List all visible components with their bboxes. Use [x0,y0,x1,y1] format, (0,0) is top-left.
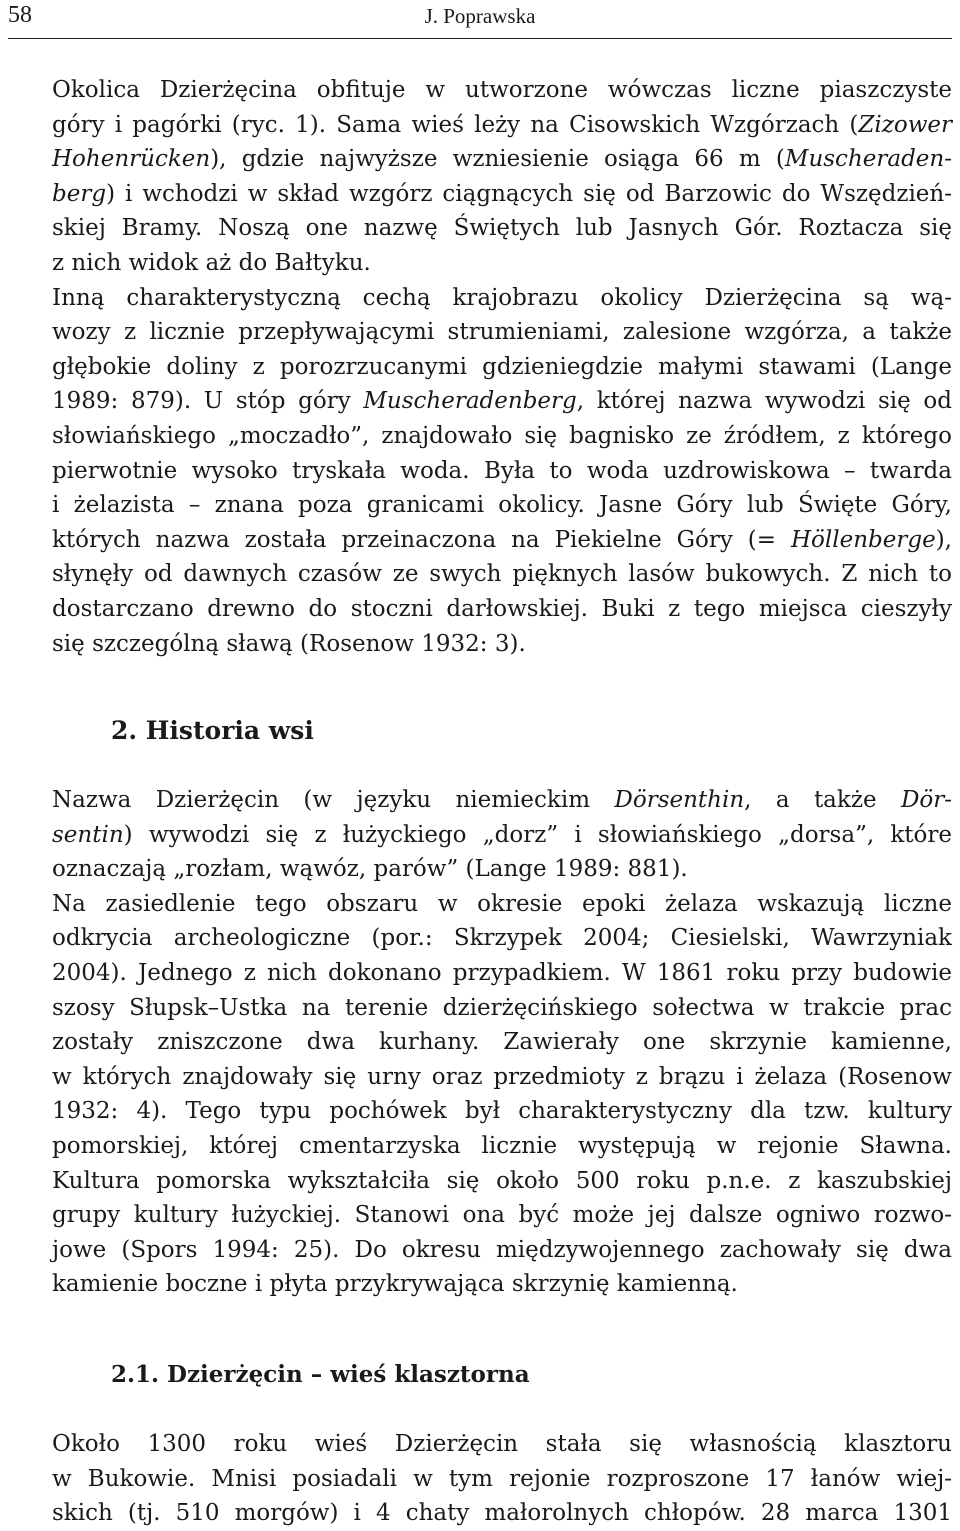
paragraph-monastery [8,1427,952,1531]
text-line: zostały zniszczone dwa kurhany. Zawierały one skrzynie kamienne, [52,1029,952,1056]
text-line: 1932: 4). Tego typu pochówek był charakterystyczny dla tzw. kultury [52,1098,952,1125]
text-line: których nazwa została przeinaczona na Piekielne Góry (= Höllenberge), [52,526,952,553]
text-line: głębokie doliny z porozrzucanymi gdzieniegdzie małymi stawami (Lange [52,353,952,380]
text-line: kamienie boczne i płyta przykrywająca skrzynię kamienną. [52,1271,738,1298]
text-line: w Bukowie. Mnisi posiadali w tym rejonie rozproszone 17 łanów wiej- [52,1465,952,1492]
text-line: i żelazista – znana poza granicami okolicy. Jasne Góry lub Święte Góry, [52,492,952,519]
paragraph-landscape [8,73,952,281]
section-heading-history: 2. Historia wsi [111,716,314,746]
text-line: słowiańskiego „moczadło”, znajdowało się bagnisko ze źródłem, z którego [52,422,952,449]
text-line: słynęły od dawnych czasów ze swych pięknych lasów bukowych. Z nich to [52,561,952,588]
text-line: jowe (Spors 1994: 25). Do okresu międzywojennego zachowały się dwa [52,1236,952,1263]
text-line: skich (tj. 510 morgów) i 4 chaty małorolnych chłopów. 28 marca 1301 [52,1500,952,1527]
text-line: skiej Bramy. Noszą one nazwę Świętych lub Jasnych Gór. Roztacza się [52,215,952,242]
text-line: w których znajdowały się urny oraz przedmioty z brązu i żelaza (Rosenow [52,1063,952,1090]
text-line: szosy Słupsk–Ustka na terenie dzierżęcińskiego sołectwa w trakcie prac [52,994,952,1021]
document-page [8,0,952,1531]
text-line: Hohenrücken), gdzie najwyższe wzniesienie osiąga 66 m (Muscheraden- [52,146,952,173]
paragraph-name-origin [8,783,952,887]
text-line: Na zasiedlenie tego obszaru w okresie epoki żelaza wskazują liczne [52,890,952,917]
text-line: 1989: 879). U stóp góry Muscheradenberg, której nazwa wywodzi się od [52,388,952,415]
page-header [8,0,952,39]
text-line: sentin) wywodzi się z łużyckiego „dorz” i słowiańskiego „dorsa”, które [52,821,952,848]
text-line: berg) i wchodzi w skład wzgórz ciągnących się od Barzowic do Wszędzień- [52,180,952,207]
text-line: pomorskiej, której cmentarzyska licznie występują w rejonie Sławna. [52,1133,952,1160]
text-line: grupy kultury łużyckiej. Stanowi ona być może jej dalsze ogniwo rozwo- [52,1202,952,1229]
text-line: z nich widok aż do Bałtyku. [52,249,371,276]
running-head: J. Poprawska [424,4,536,28]
page-number: 58 [8,2,32,28]
text-line: 2004). Jednego z nich dokonano przypadkiem. W 1861 roku przy budowie [52,960,952,987]
text-line: pierwotnie wysoko tryskała woda. Była to woda uzdrowiskowa – twarda [52,457,952,484]
text-line: się szczególną sławą (Rosenow 1932: 3). [52,630,526,657]
paragraph-archaeology [8,887,952,1302]
text-line: Kultura pomorska wykształciła się około 500 roku p.n.e. z kaszubskiej [52,1167,952,1194]
paragraph-ravines [8,281,952,662]
text-line: Około 1300 roku wieś Dzierżęcin stała się własnością klasztoru [52,1431,952,1457]
text-line: Inną charakterystyczną cechą krajobrazu okolicy Dzierżęcina są wą- [52,284,952,311]
text-line: oznaczają „rozłam, wąwóz, parów” (Lange 1989: 881). [52,856,688,883]
text-line: odkrycia archeologiczne (por.: Skrzypek 2004; Ciesielski, Wawrzyniak [52,925,952,952]
section-heading-monastic-village: 2.1. Dzierżęcin – wieś klasztorna [111,1361,530,1388]
text-line: góry i pagórki (ryc. 1). Sama wieś leży na Cisowskich Wzgórzach (Zizower [52,111,952,138]
text-line: Okolica Dzierżęcina obfituje w utworzone wówczas liczne piaszczyste [52,77,952,103]
text-line: wozy z licznie przepływającymi strumieniami, zalesione wzgórza, a także [52,319,952,346]
text-line: dostarczano drewno do stoczni darłowskiej. Buki z tego miejsca cieszyły [52,595,952,622]
text-line: Nazwa Dzierżęcin (w języku niemieckim Dörsenthin, a także Dör- [52,787,953,814]
